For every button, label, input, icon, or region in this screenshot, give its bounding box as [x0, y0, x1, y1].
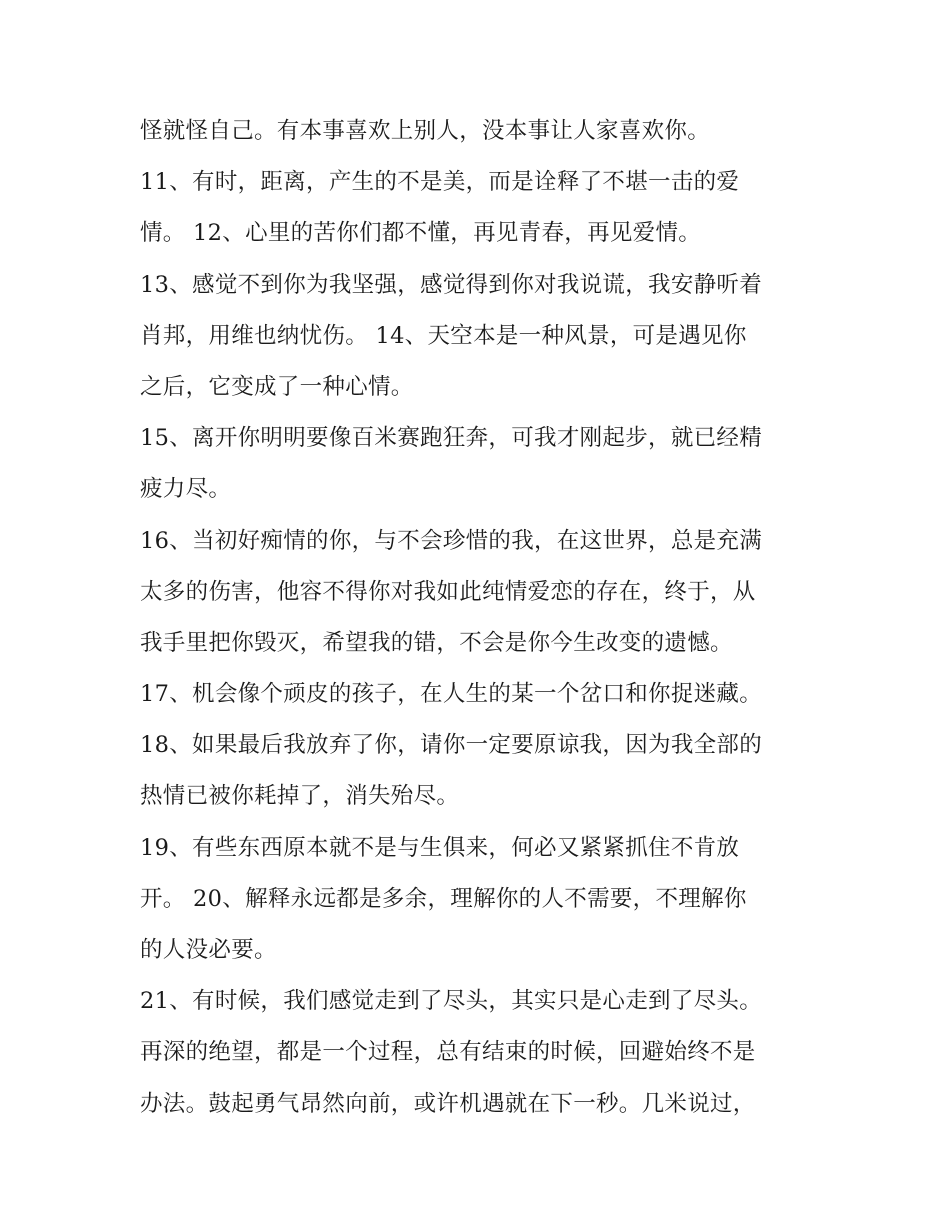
text-line: 之后，它变成了一种心情。 [140, 373, 414, 400]
text-line: 太多的伤害，他容不得你对我如此纯情爱恋的存在，终于，从 [140, 578, 756, 605]
text-body [140, 108, 820, 1132]
text-line: 17、机会像个顽皮的孩子，在人生的某一个岔口和你捉迷藏。 [140, 681, 763, 708]
text-line: 我手里把你毁灭，希望我的错，不会是你今生改变的遗憾。 [140, 629, 733, 656]
text-line: 办法。鼓起勇气昂然向前，或许机遇就在下一秒。几米说过， [140, 1090, 756, 1117]
text-line: 19、有些东西原本就不是与生俱来，何必又紧紧抓住不肯放 [140, 834, 740, 861]
text-line: 13、感觉不到你为我坚强，感觉得到你对我说谎，我安静听着 [140, 271, 763, 298]
text-line: 情。 12、心里的苦你们都不懂，再见青春，再见爱情。 [140, 220, 702, 247]
text-line: 再深的绝望，都是一个过程，总有结束的时候，回避始终不是 [140, 1039, 756, 1066]
text-line: 16、当初好痴情的你，与不会珍惜的我，在这世界，总是充满 [140, 527, 763, 554]
text-line: 21、有时候，我们感觉走到了尽头，其实只是心走到了尽头。 [140, 988, 763, 1015]
text-line: 开。 20、解释永远都是多余，理解你的人不需要，不理解你 [140, 885, 747, 912]
text-line: 疲力尽。 [140, 476, 232, 503]
text-line: 11、有时，距离，产生的不是美，而是诠释了不堪一击的爱 [140, 169, 740, 196]
text-line: 15、离开你明明要像百米赛跑狂奔，可我才刚起步，就已经精 [140, 425, 763, 452]
text-line: 怪就怪自己。有本事喜欢上别人，没本事让人家喜欢你。 [140, 118, 711, 144]
text-line: 18、如果最后我放弃了你，请你一定要原谅我，因为我全部的 [140, 732, 763, 759]
text-line: 的人没必要。 [140, 937, 277, 963]
text-line: 肖邦，用维也纳忧伤。 14、天空本是一种风景，可是遇见你 [140, 322, 747, 349]
text-line: 热情已被你耗掉了，消失殆尽。 [140, 783, 460, 810]
